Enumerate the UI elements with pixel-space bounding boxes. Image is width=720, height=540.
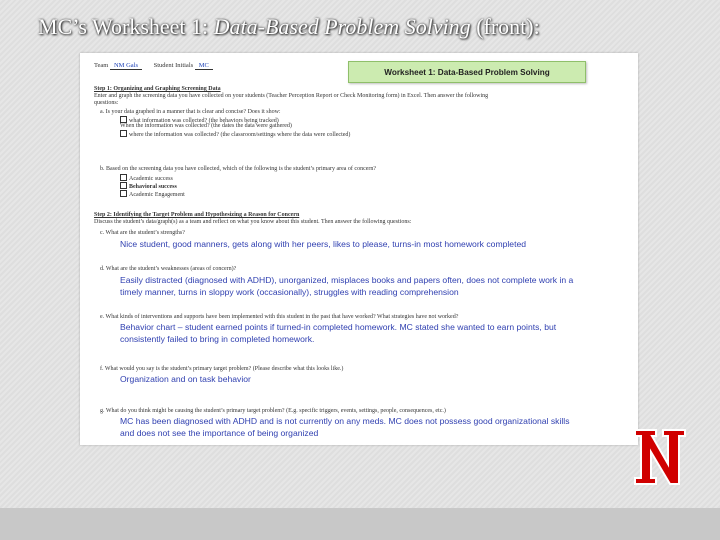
- answer-g-line-1: MC has been diagnosed with ADHD and is not currently on any meds. MC does not possess good organizational skills: [120, 416, 570, 426]
- answer-c: Nice student, good manners, gets along with her peers, likes to please, turns-in most homework completed: [120, 239, 527, 249]
- checkbox-checked-icon[interactable]: [120, 182, 127, 189]
- step1-heading: Step 1: Organizing and Graphing Screening Data: [94, 86, 221, 92]
- question-a-option-3: where the information was collected? (the classroom/settings where the data were collected): [120, 130, 350, 139]
- answer-f: Organization and on task behavior: [120, 374, 251, 384]
- question-d: d. What are the student’s weaknesses (areas of concern)?: [100, 266, 237, 272]
- option-academic: Academic success: [120, 174, 173, 183]
- question-c: c. What are the student’s strengths?: [100, 230, 185, 236]
- checkbox-checked-icon[interactable]: [120, 116, 127, 123]
- answer-e-line-2: consistently failed to bring in completed homework.: [120, 334, 315, 344]
- worksheet-document: [80, 53, 638, 445]
- worksheet-title-box: Worksheet 1: Data-Based Problem Solving: [348, 61, 586, 83]
- bottom-bar: [0, 508, 720, 540]
- team-value: NM Gals: [110, 62, 142, 70]
- step1-instruction-1: Enter and graph the screening data you have collected on your students (Teacher Perception Report or Check Monitoring form) in Excel. Then answer the following: [94, 93, 489, 99]
- answer-g-line-2: and does not see the importance of being organized: [120, 428, 319, 438]
- slide-title: [38, 14, 540, 40]
- question-f: f. What would you say is the student’s primary target problem? (Please describe what this looks like.): [100, 366, 344, 372]
- question-a-option-2: When the information was collected? (the dates the data were gathered): [120, 123, 292, 129]
- answer-e-line-1: Behavior chart – student earned points if turned-in completed homework. MC stated she wanted to earn points, but: [120, 322, 557, 332]
- option-behavioral: Behavioral success: [120, 182, 177, 191]
- header-row: [94, 62, 223, 70]
- initials-label: Student Initials: [153, 62, 194, 69]
- step1-instruction-2: questions:: [94, 100, 119, 106]
- initials-value: MC: [195, 62, 213, 70]
- step2-instruction: Discuss the student’s data/graph(s) as a team and reflect on what you know about this student. Then answer the following questions:: [94, 219, 412, 225]
- question-g: g. What do you think might be causing the student’s primary target problem? (E.g. specific triggers, events, settings, people, consequences, etc.): [100, 408, 446, 414]
- title-italic: Data-Based Problem Solving: [213, 14, 471, 39]
- step2-heading: Step 2: Identifying the Target Problem and Hypothesizing a Reason for Concern: [94, 212, 300, 218]
- checkbox-icon[interactable]: [120, 174, 127, 181]
- checkbox-checked-icon[interactable]: [120, 130, 127, 137]
- checkbox-icon[interactable]: [120, 190, 127, 197]
- title-part2: (front):: [470, 14, 540, 39]
- nebraska-n-logo-icon: [632, 426, 688, 488]
- title-part1: MC’s Worksheet 1:: [38, 14, 214, 39]
- question-e: e. What kinds of interventions and supports have been implemented with this student in the past that have worked? What strategies have not worked?: [100, 314, 459, 320]
- question-a: a. Is your data graphed in a manner that is clear and concise? Does it show:: [100, 109, 281, 115]
- question-b: b. Based on the screening data you have collected, which of the following is the student’s primary area of concern?: [100, 166, 377, 172]
- answer-d-line-2: timely manner, turns in sloppy work (occasionally), struggles with reading comprehension: [120, 287, 459, 297]
- team-label: Team: [94, 62, 109, 69]
- option-engagement: Academic Engagement: [120, 190, 185, 199]
- answer-d-line-1: Easily distracted (diagnosed with ADHD), unorganized, misplaces books and papers often, does not complete work in a: [120, 275, 574, 285]
- question-a-option-1: what information was collected? (the behaviors being tracked): [120, 116, 279, 125]
